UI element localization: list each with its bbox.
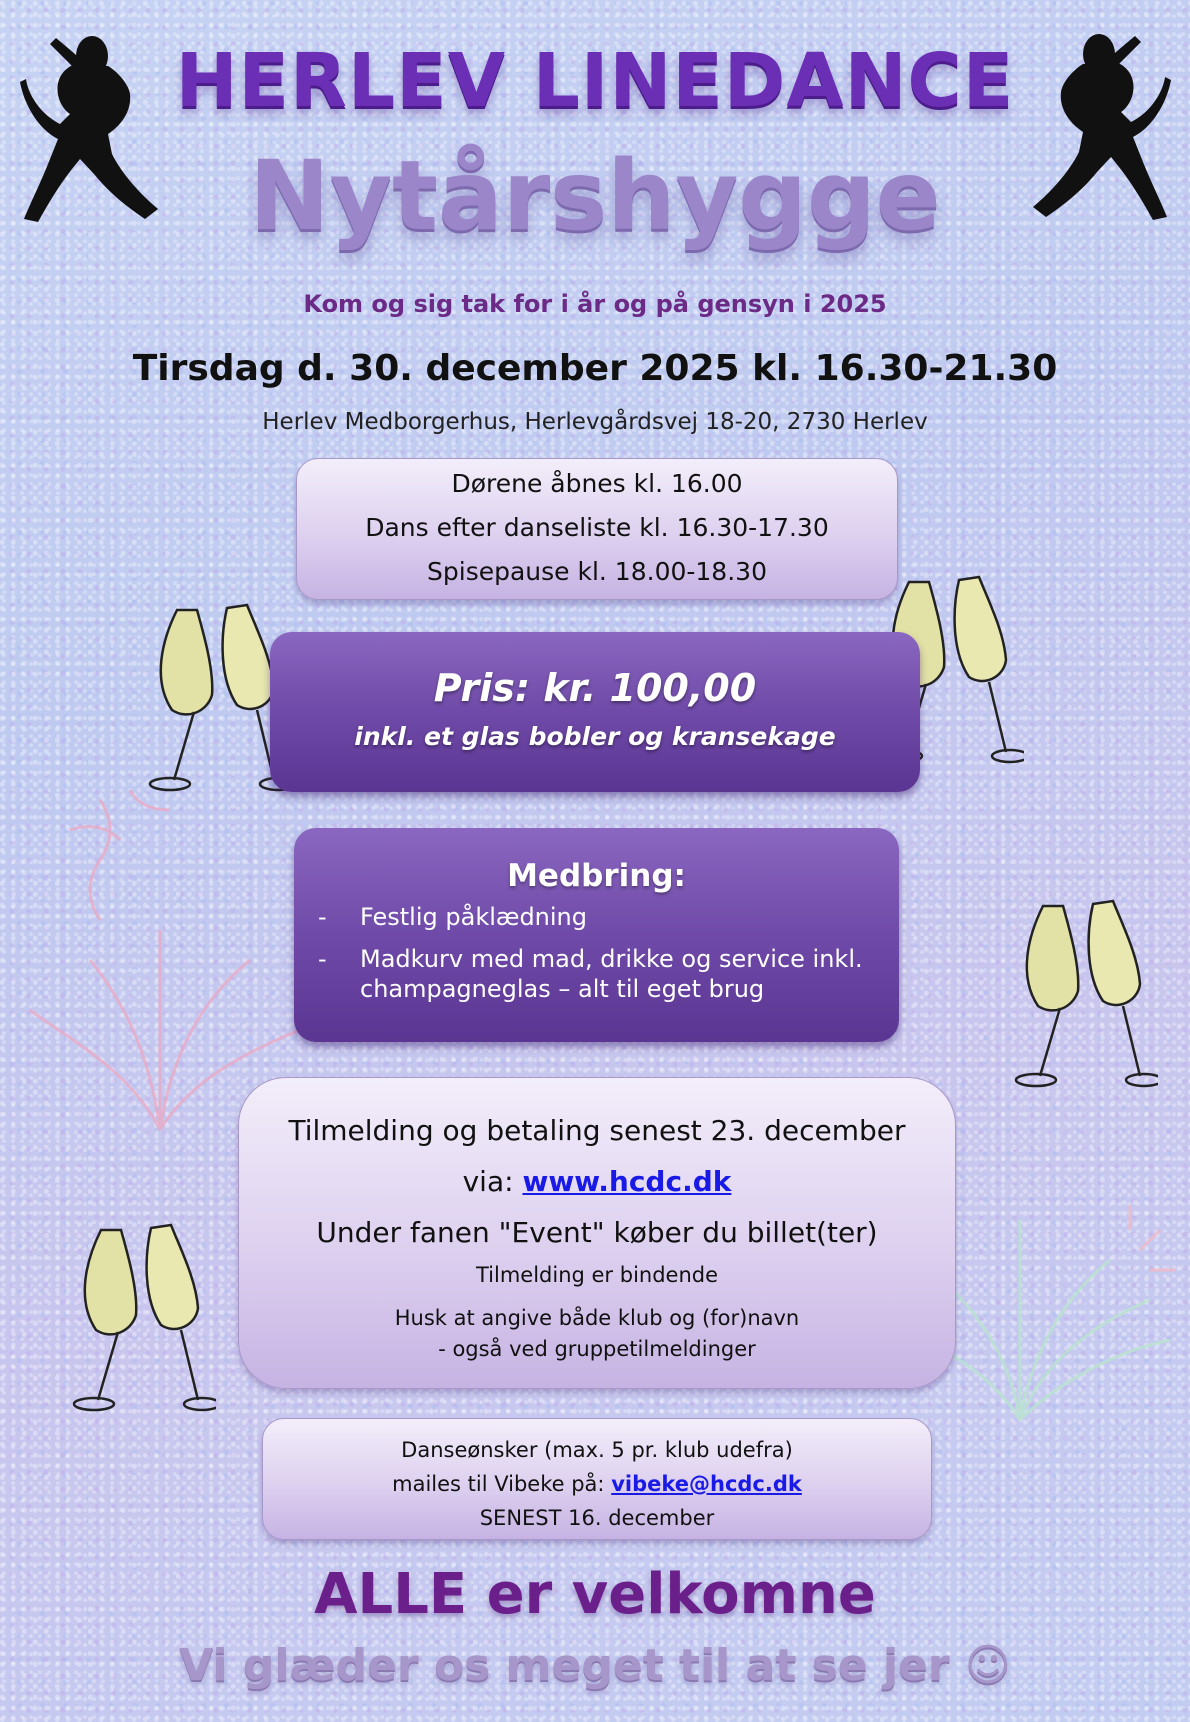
- registration-event-tab: Under fanen "Event" køber du billet(ter): [316, 1216, 878, 1249]
- email-link[interactable]: vibeke@hcdc.dk: [611, 1472, 802, 1496]
- schedule-dance: Dans efter danseliste kl. 16.30-17.30: [365, 513, 829, 542]
- list-item: [318, 902, 899, 932]
- via-label: via:: [462, 1165, 523, 1198]
- tagline: Kom og sig tak for i år og på gensyn i 2025: [303, 290, 887, 318]
- bring-item-text: Madkurv med mad, drikke og service inkl. champagneglas – alt til eget brug: [360, 945, 863, 1003]
- registration-deadline: Tilmelding og betaling senest 23. december: [288, 1114, 906, 1147]
- price-amount: Pris: kr. 100,00: [433, 666, 757, 710]
- bring-list: [294, 902, 899, 1004]
- closing-text: Vi glæder os meget til at se jer ☺: [179, 1640, 1011, 1691]
- champagne-glasses-icon: [998, 896, 1158, 1096]
- schedule-box: [296, 458, 898, 600]
- event-address: Herlev Medborgerhus, Herlevgårdsvej 18-20, 2730 Herlev: [262, 409, 928, 435]
- price-box: [270, 632, 920, 792]
- wishes-mail-label: mailes til Vibeke på:: [392, 1472, 612, 1496]
- schedule-dinner-break: Spisepause kl. 18.00-18.30: [427, 557, 767, 586]
- champagne-glasses-icon: [132, 600, 292, 800]
- event-title: HERLEV LINEDANCE: [175, 38, 1015, 124]
- bullet-dash: -: [318, 945, 327, 973]
- welcome-text: ALLE er velkomne: [314, 1562, 876, 1627]
- registration-note-line1: Husk at angive både klub og (for)navn: [394, 1306, 800, 1330]
- wishes-line1: Danseønsker (max. 5 pr. klub udefra): [401, 1438, 793, 1462]
- bring-box: [294, 828, 899, 1042]
- registration-box: [238, 1077, 956, 1389]
- price-includes: inkl. et glas bobler og kransekage: [354, 722, 836, 751]
- bring-heading: Medbring:: [507, 858, 686, 894]
- registration-via: [239, 1165, 955, 1198]
- dance-wishes-box: [262, 1418, 932, 1540]
- bring-item-text: Festlig påklædning: [360, 903, 588, 931]
- list-item: [318, 944, 899, 1004]
- wishes-line2: [263, 1467, 931, 1501]
- schedule-doors-open: Dørene åbnes kl. 16.00: [451, 469, 743, 498]
- website-link[interactable]: www.hcdc.dk: [522, 1165, 732, 1198]
- registration-note: [239, 1303, 955, 1365]
- registration-note-line2: - også ved gruppetilmeldinger: [438, 1337, 756, 1361]
- champagne-glasses-icon: [56, 1220, 216, 1420]
- event-subtitle: Nytårshygge: [249, 140, 941, 252]
- bullet-dash: -: [318, 903, 327, 931]
- wishes-deadline: SENEST 16. december: [479, 1506, 715, 1530]
- registration-binding: Tilmelding er bindende: [475, 1263, 719, 1287]
- event-datetime: Tirsdag d. 30. december 2025 kl. 16.30-21.30: [132, 348, 1058, 389]
